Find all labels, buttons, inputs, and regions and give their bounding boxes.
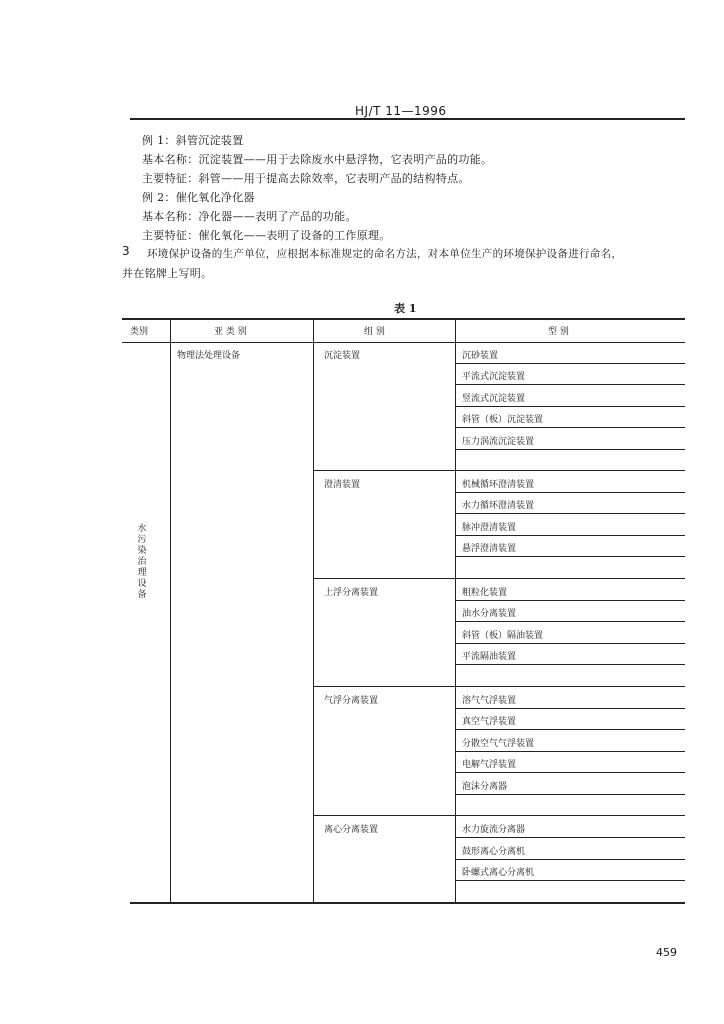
type-cell: 泡沫分离器 <box>462 782 508 792</box>
type-cell: 压力涡流沉淀装置 <box>462 437 535 447</box>
type-cell: 水力旋流分离器 <box>462 825 526 835</box>
table-bottom-rule <box>130 902 685 904</box>
example-1-basic-name: 基本名称：沉淀装置——用于去除废水中悬浮物，它表明产品的功能。 <box>142 153 493 166</box>
row-rule <box>455 751 685 752</box>
type-cell: 悬浮澄清装置 <box>462 544 517 554</box>
row-rule <box>455 535 685 536</box>
row-rule <box>455 859 685 860</box>
example-1-title: 例 1：斜管沉淀装置 <box>142 134 244 147</box>
section-text-line-1: 环境保护设备的生产单位，应根据本标准规定的命名方法，对本单位生产的环境保护设备进行命名， <box>147 248 623 260</box>
group-divider <box>313 578 685 579</box>
type-cell: 粗粒化装置 <box>462 588 508 598</box>
example-2-basic-name: 基本名称：净化器——表明了产品的功能。 <box>142 210 357 223</box>
row-rule <box>455 621 685 622</box>
row-rule <box>455 664 685 665</box>
type-cell: 分散空气气浮装置 <box>462 739 535 749</box>
type-cell: 油水分离装置 <box>462 609 517 619</box>
group-cell: 离心分离装置 <box>324 825 379 835</box>
type-cell: 机械循环澄清装置 <box>462 480 535 490</box>
row-rule <box>455 363 685 364</box>
category-cell: 水污染治理设备 <box>137 524 147 600</box>
row-rule <box>455 449 685 450</box>
row-rule <box>455 708 685 709</box>
type-cell: 卧螺式离心分离机 <box>462 868 535 878</box>
type-cell: 斜管（板）沉淀装置 <box>462 415 544 425</box>
type-cell: 平流隔油装置 <box>462 652 517 662</box>
row-rule <box>455 643 685 644</box>
row-rule <box>455 600 685 601</box>
type-cell: 电解气浮装置 <box>462 760 517 770</box>
group-cell: 上浮分离装置 <box>324 588 379 598</box>
subcategory-cell: 物理法处理设备 <box>177 351 241 361</box>
row-rule <box>455 794 685 795</box>
type-cell: 水力循环澄清装置 <box>462 501 535 511</box>
group-cell: 气浮分离装置 <box>324 696 379 706</box>
type-cell: 竖流式沉淀装置 <box>462 394 526 404</box>
table-top-rule <box>122 318 685 320</box>
group-divider <box>313 470 685 471</box>
type-cell: 脉冲澄清装置 <box>462 523 517 533</box>
column-divider-1 <box>170 318 171 902</box>
type-cell: 斜管（板）隔油装置 <box>462 631 544 641</box>
row-rule <box>455 880 685 881</box>
type-cell: 溶气气浮装置 <box>462 696 517 706</box>
row-rule <box>455 492 685 493</box>
row-rule <box>455 384 685 385</box>
page-number: 459 <box>656 946 677 959</box>
header-group: 组 别 <box>364 327 385 337</box>
row-rule <box>455 772 685 773</box>
header-type: 型 别 <box>548 327 569 337</box>
row-rule <box>455 406 685 407</box>
table-caption: 表 1 <box>394 302 417 315</box>
type-cell: 平流式沉淀装置 <box>462 372 526 382</box>
example-2-title: 例 2：催化氧化净化器 <box>142 191 255 204</box>
row-rule <box>455 837 685 838</box>
section-text-line-2: 并在铭牌上写明。 <box>122 267 213 280</box>
group-cell: 沉淀装置 <box>324 351 361 361</box>
example-1-main-feature: 主要特征：斜管——用于提高去除效率，它表明产品的结构特点。 <box>142 172 470 185</box>
type-cell: 鼓形离心分离机 <box>462 847 526 857</box>
header-rule <box>130 118 685 120</box>
group-divider <box>313 686 685 687</box>
section-number: 3 <box>122 244 130 258</box>
group-divider <box>313 815 685 816</box>
example-2-main-feature: 主要特征：催化氧化——表明了设备的工作原理。 <box>142 229 391 242</box>
table-header-rule <box>122 342 685 343</box>
row-rule <box>455 729 685 730</box>
row-rule <box>455 513 685 514</box>
row-rule <box>455 427 685 428</box>
group-cell: 澄清装置 <box>324 480 361 490</box>
type-cell: 沉砂装置 <box>462 351 499 361</box>
row-rule <box>455 556 685 557</box>
document-code: HJ/T 11—1996 <box>355 104 447 118</box>
header-subcategory: 亚 类 别 <box>214 327 247 337</box>
header-category: 类别 <box>130 327 149 337</box>
type-cell: 真空气浮装置 <box>462 717 517 727</box>
